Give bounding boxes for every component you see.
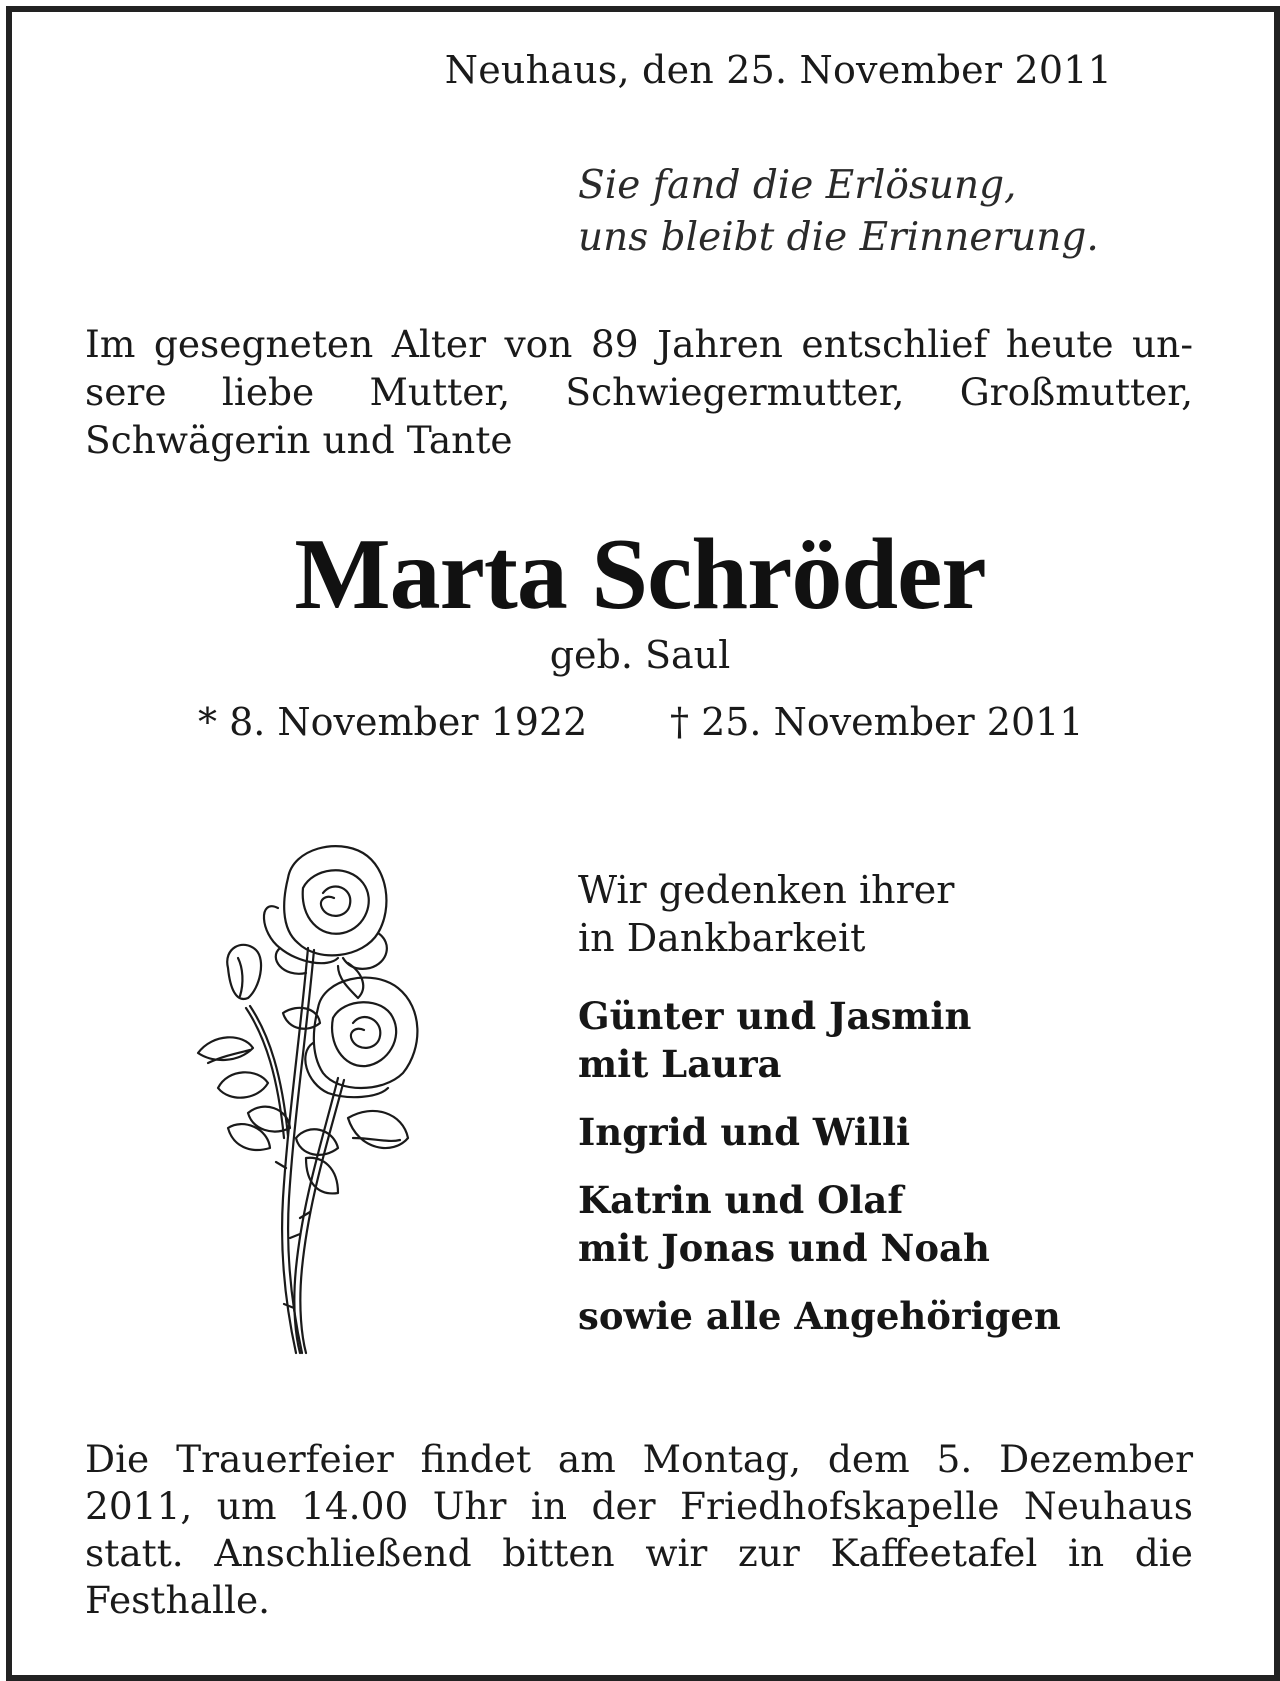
funeral-line-4: Festhalle. <box>85 1578 271 1622</box>
place-date: Neuhaus, den 25. November 2011 <box>444 48 1112 92</box>
motto-quote <box>578 160 1099 264</box>
thanks-line-2: in Dankbarkeit <box>578 916 866 960</box>
intro-paragraph <box>85 320 1193 464</box>
rose-icon <box>188 838 448 1358</box>
family-line: mit Laura <box>578 1042 782 1086</box>
funeral-line-2: 2011, um 14.00 Uhr in der Friedhofskapelle Neuhaus <box>85 1484 1193 1528</box>
family-group-4 <box>578 1292 1061 1340</box>
motto-line-2: uns bleibt die Erinnerung. <box>578 215 1099 260</box>
maiden-name: geb. Saul <box>549 633 731 677</box>
deceased-name: Marta Schröder <box>294 518 986 631</box>
intro-line-3: Schwägerin und Tante <box>85 418 513 462</box>
funeral-line-1: Die Trauerfeier findet am Montag, dem 5. Dezember <box>85 1437 1193 1481</box>
family-group-2 <box>578 1108 910 1156</box>
family-line: Ingrid und Willi <box>578 1110 911 1154</box>
family-line: mit Jonas und Noah <box>578 1226 990 1270</box>
motto-line-1: Sie fand die Erlösung, <box>578 163 1017 208</box>
family-group-1 <box>578 992 971 1088</box>
thanks-text <box>578 866 954 962</box>
family-line: Katrin und Olaf <box>578 1178 904 1222</box>
thanks-line-1: Wir gedenken ihrer <box>578 868 955 912</box>
funeral-paragraph <box>85 1436 1193 1624</box>
family-group-3 <box>578 1176 990 1272</box>
death-date: † 25. November 2011 <box>670 700 1084 744</box>
intro-line-1: Im gesegneten Alter von 89 Jahren entschlief heute un- <box>85 322 1193 366</box>
birth-date: * 8. November 1922 <box>198 700 588 744</box>
family-line: sowie alle Angehörigen <box>578 1294 1061 1338</box>
intro-line-2: sere liebe Mutter, Schwiegermutter, Großmutter, <box>85 370 1193 414</box>
funeral-line-3: statt. Anschließend bitten wir zur Kaffeetafel in die <box>85 1531 1193 1575</box>
family-line: Günter und Jasmin <box>578 994 972 1038</box>
